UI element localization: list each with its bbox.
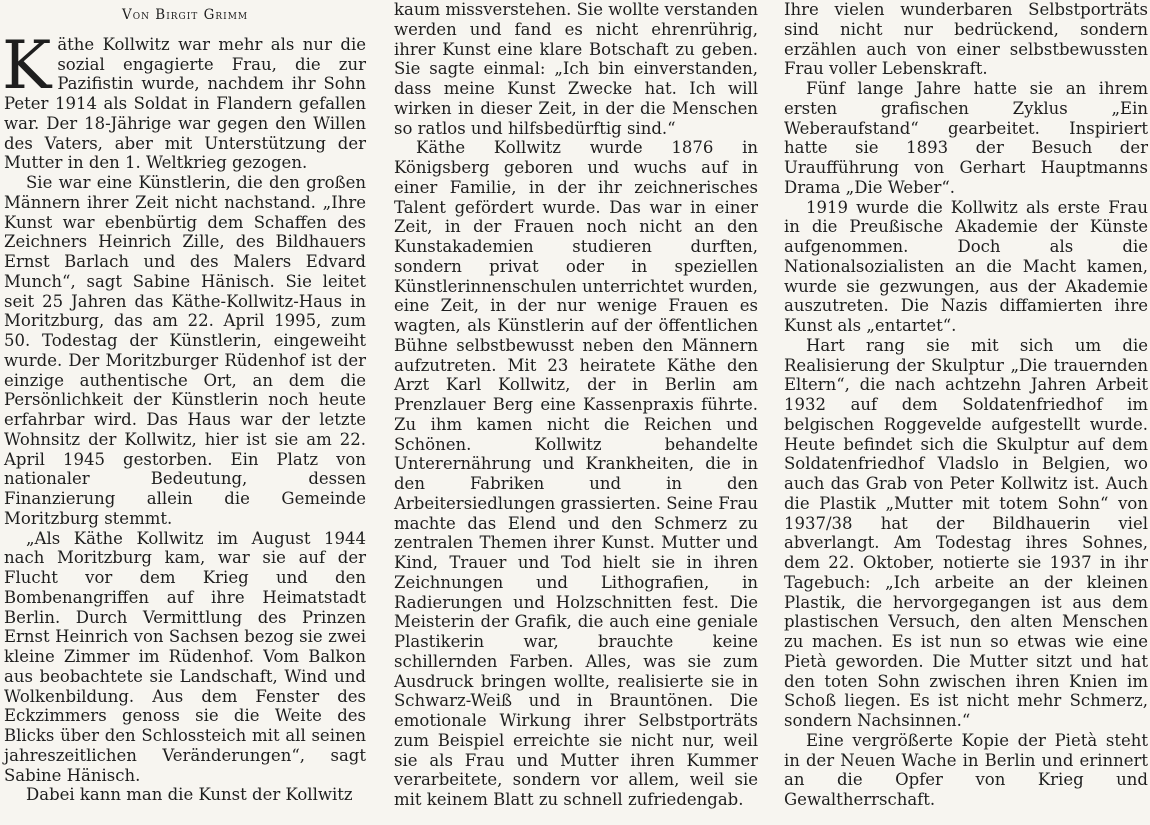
byline: Von Birgit Grimm <box>122 7 249 23</box>
paragraph: „Als Käthe Kollwitz im August 1944 nach Moritzburg kam, war sie auf der Flucht vor dem Krieg und den Bombenangriffen auf ihre Heimatstadt Berlin. Durch Vermittlung des Prinzen Ernst Heinrich von Sachsen bezog sie zwei kleine Zimmer im Rüdenhof. Vom Balkon aus beobachtete sie Landschaft, Wind und Wolkenbildung. Aus dem Fenster des Eckzimmers genoss sie die Weite des Blicks über den Schlossteich mit all seinen jahreszeitlichen Veränderungen“, sagt Sabine Hänisch. <box>4 528 366 785</box>
column-2 <box>394 0 758 810</box>
paragraph: Dabei kann man die Kunst der Kollwitz <box>26 785 353 805</box>
drop-cap: K <box>2 26 52 104</box>
paragraph: Fünf lange Jahre hatte sie an ihrem ersten grafischen Zyklus „Ein Weberaufstand“ gearbeitet. Inspiriert hatte sie 1893 der Besuch der Uraufführung von Gerhart Hauptmanns Drama „Die Weber“. <box>784 79 1148 197</box>
column-3 <box>784 0 1148 810</box>
paragraph: Eine vergrößerte Kopie der Pietà steht in der Neuen Wache in Berlin und erinnert an die Opfer von Krieg und Gewaltherrschaft. <box>784 730 1148 809</box>
paragraph: Käthe Kollwitz wurde 1876 in Königsberg geboren und wuchs auf in einer Familie, in der ihr zeichnerisches Talent gefördert wurde. Das war in einer Zeit, in der Frauen noch nicht an den Kunstakademien studieren durften, sondern privat oder in speziellen Künstlerinnenschulen unterrichtet wurden, eine Zeit, in der nur wenige Frauen es wagten, als Künstlerin auf der öffentlichen Bühne selbstbewusst neben den Männern aufzutreten. Mit 23 heiratete Käthe den Arzt Karl Kollwitz, der in Berlin am Prenzlauer Berg eine Kassenpraxis führte. Zu ihm kamen nicht die Reichen und Schönen. Kollwitz behandelte Unterernährung und Krankheiten, die in den Fabriken und in den Arbeitersiedlungen grassierten. Seine Frau machte das Elend und den Schmerz zu zentralen Themen ihrer Kunst. Mutter und Kind, Trauer und Tod hielt sie in ihren Zeichnungen und Lithografien, in Radierungen und Holzschnitten fest. Die Meisterin der Grafik, die auch eine geniale Plastikerin war, brauchte keine schillernden Farben. Alles, was sie zum Ausdruck bringen wollte, realisierte sie in Schwarz-Weiß und in Brauntönen. Die emotionale Wirkung ihrer Selbstporträts zum Beispiel erreichte sie nicht nur, weil sie als Frau und Mutter ihren Kummer verarbeitete, sondern vor allem, weil sie mit keinem Blatt zu schnell zufriedengab. <box>394 138 758 809</box>
paragraph-continued: kaum missverstehen. Sie wollte verstanden werden und fand es nicht ehrenrührig, ihrer Kunst eine klare Botschaft zu geben. Sie sagte einmal: „Ich bin einverstanden, dass meine Kunst Zwecke hat. Ich will wirken in dieser Zeit, in der die Menschen so ratlos und hilfsbedürftig sind.“ <box>394 0 758 138</box>
lead-paragraph <box>2 26 366 173</box>
paragraph: Hart rang sie mit sich um die Realisierung der Skulptur „Die trauernden Eltern“, die nach achtzehn Jahren Arbeit 1932 auf dem Soldatenfriedhof im belgischen Roggevelde aufgestellt wurde. Heute befindet sich die Skulptur auf dem Soldatenfriedhof Vladslo in Belgien, wo auch das Grab von Peter Kollwitz ist. Auch die Plastik „Mutter mit totem Sohn“ von 1937/38 hat der Bildhauerin viel abverlangt. Am Todestag ihres Sohnes, dem 22. Oktober, notierte sie 1937 in ihr Tagebuch: „Ich arbeite an der kleinen Plastik, die hervorgegangen ist aus dem plastischen Versuch, den alten Menschen zu machen. Es ist nun so etwas wie eine Pietà geworden. Die Mutter sitzt und hat den toten Sohn zwischen ihren Knien im Schoß liegen. Es ist nicht mehr Schmerz, sondern Nachsinnen.“ <box>784 335 1148 730</box>
paragraph: Sie war eine Künstlerin, die den großen Männern ihrer Zeit nicht nachstand. „Ihre Kunst war ebenbürtig dem Schaffen des Zeichners Heinrich Zille, des Bildhauers Ernst Barlach und des Malers Edvard Munch“, sagt Sabine Hänisch. Sie leitet seit 25 Jahren das Käthe-Kollwitz-Haus in Moritzburg, das am 22. April 1995, zum 50. Todestag der Künstlerin, eingeweiht wurde. Der Moritzburger Rüdenhof ist der einzige authentische Ort, an dem die Persönlichkeit der Künstlerin noch heute erfahrbar wird. Das Haus war der letzte Wohnsitz der Kollwitz, hier ist sie am 22. April 1945 gestorben. Ein Platz von nationaler Bedeutung, dessen Finanzierung allein die Gemeinde Moritzburg stemmt. <box>4 173 366 528</box>
lead-text: äthe Kollwitz war mehr als nur die sozial engagierte Frau, die zur Pazifistin wurde, nachdem ihr Sohn Peter 1914 als Soldat in Flandern gefallen war. Der 18-Jährige war gegen den Willen des Vaters, aber mit Unterstützung der Mutter in den 1. Weltkrieg gezogen. <box>4 34 366 173</box>
paragraph-continued: Ihre vielen wunderbaren Selbstporträts sind nicht nur bedrückend, sondern erzählen auch von einer selbstbewussten Frau voller Lebenskraft. <box>784 0 1148 79</box>
paragraph: 1919 wurde die Kollwitz als erste Frau in die Preußische Akademie der Künste aufgenommen. Doch als die Nationalsozialisten an die Macht kamen, wurde sie gezwungen, aus der Akademie auszutreten. Die Nazis diffamierten ihre Kunst als „entartet“. <box>784 197 1148 335</box>
column-1 <box>4 0 366 805</box>
